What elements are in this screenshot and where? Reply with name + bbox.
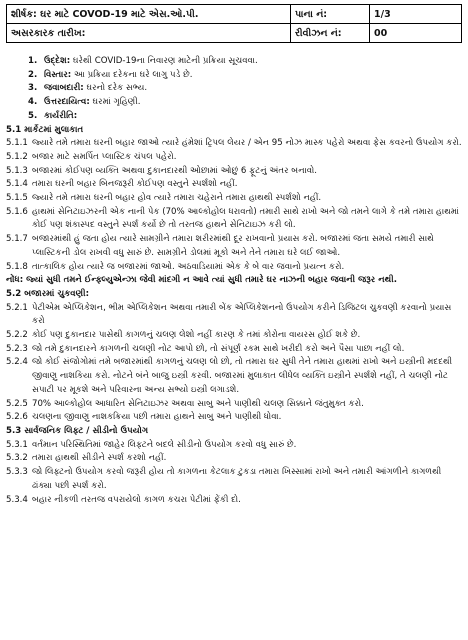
- item-text: ચલણના જીવાણુ નાશકક્રિયા પછી તમારા હાથને સાબુ અને પાણીથી ધોવા.: [32, 412, 282, 423]
- list-item: [6, 233, 462, 260]
- intro-text: ઘરનો દરેક સભ્ય.: [83, 83, 148, 94]
- item-text: જો કોઈ સંજોગોમાં તમે બજારમાંથી કાગળનું ચલણ લો છો, તો તમારા ઘર સુધી તેને તમારા હાથમાં રાખો અને ઇસ્ત્રીની મદદથી જીવાણુ નાશકિયા કરો. નોટને બંને બાજુ ઇસ્ત્રી કરવી. બજારમાં મુલાકાત લીધેલ વ્યક્તિ ઇસ્ત્રીને સ્પર્શશે નહીં, તે ચલણી નોટ સપાટી પર મૂકશે અને પરિવારના અન્ય સભ્યો ઇસ્ત્રી લગાડશે.: [32, 357, 453, 395]
- item-number: 5.2.6: [6, 412, 28, 423]
- section-heading: 5.3 સાર્વજનિક લિફ્ટ / સીડીનો ઉપયોગ: [6, 425, 149, 436]
- note: [6, 274, 462, 288]
- note-label: નોંધ:: [6, 275, 24, 286]
- item-number: 5.1.7: [6, 234, 28, 245]
- intro-num: 4.: [28, 97, 38, 108]
- item-number: 5.1.3: [6, 165, 28, 176]
- item-text: જ્યારે તમે તમારા ઘરની બહાર હોવ ત્યારે તમારા ચહેરાને તમારા હાથથી સ્પર્શશો નહીં.: [32, 193, 322, 204]
- intro-num: 1.: [28, 56, 38, 66]
- intro-num: 5.: [28, 110, 38, 121]
- revision-value: 00: [370, 24, 462, 43]
- list-item: [6, 494, 462, 508]
- item-text: બહાર નીકળી તરતજ વપરાયેલો કાગળ કચરા પેટીમાં ફેંકી દો.: [32, 494, 241, 505]
- title-cell: [7, 5, 291, 24]
- item-text: કોઈ પણ દુકાનદાર પાસેથી કાગળનું ચલણ લેશો નહીં કારણ કે તમાં કોરોના વાયરસ હોઈ શકે છે.: [32, 330, 361, 341]
- list-item: [6, 343, 462, 357]
- list-item: [6, 165, 462, 179]
- item-text: જો તમે દુકાનદારને કાગળની ચલણી નોટ આપો છો, તો સંપૂર્ણ રકમ સાથે ખરીદી કરો અને પૈસા પાછા નહીં લો.: [32, 343, 405, 354]
- list-item: [6, 329, 462, 343]
- intro-text: ઘરેથી COVID-19ના નિવારણ માટેની પ્રક્રિયા સૂચવવા.: [70, 56, 258, 66]
- intro-item: [6, 82, 462, 96]
- list-item: [6, 192, 462, 206]
- intro-label: ઉત્તરદાયિત્વ:: [44, 97, 90, 108]
- header-table: [6, 4, 462, 43]
- page-label: પાના નં:: [291, 5, 370, 24]
- item-text: પેટીએમ એપ્લિકેશન, ભીમ એપ્લિકેશન અથવા તમારી બેંક એપ્લિકેશનનો ઉપયોગ કરીને ડિજિટલ ચુકવણી કરવાનો પ્રયાસ કરો: [32, 302, 452, 327]
- intro-item: [6, 96, 462, 110]
- item-text: બજારમાંથી હું જતા હોય ત્યારે સામગ્રીને તમારા શરીરમાંથી દૂર રાખવાનો પ્રયાસ કરો. બજારમાં જતા સમયે તમારી સાથે પ્લાસ્ટિકની ડોલ રાખવી વધુ સારું છે. સામગ્રીને ડોલમાં મૂકો અને તેને તમારા ઘરે લઈ જાઓ.: [32, 234, 434, 258]
- item-number: 5.1.6: [6, 206, 28, 217]
- list-item: [6, 398, 462, 412]
- list-item: [6, 206, 462, 233]
- list-item: [6, 137, 462, 151]
- effective-label: અસરકારક તારીખ:: [11, 27, 86, 39]
- list-item: [6, 466, 462, 493]
- item-number: 5.1.4: [6, 179, 28, 190]
- item-text: 70% આલ્કોહોલ આધારિત સેનિટાઇઝર અથવા સાબુ અને પાણીથી ચલણ સિક્કાને જંતુમુક્ત કરો.: [32, 398, 364, 409]
- item-number: 5.1.2: [6, 151, 28, 162]
- effective-cell: [7, 24, 291, 43]
- intro-item: [6, 69, 462, 83]
- list-item: [6, 151, 462, 165]
- item-number: 5.2.2: [6, 330, 28, 341]
- item-text: જ્યારે તમે તમારા ઘરની બહાર જાઓ ત્યારે હંમેશાં ટ્રિપલ લેયર / એન 95 નોઝ માસ્ક પહેરો અથવા ફેસ કવરનો ઉપયોગ કરો.: [32, 138, 462, 149]
- item-number: 5.3.3: [6, 467, 28, 478]
- item-text: તાત્કાલિક હોય ત્યારે જ બજારમાં જાઓ. અઠવાડિયામાં એક કે બે વાર જવાનો પ્રયત્ન કરો.: [32, 261, 345, 272]
- item-number: 5.3.1: [6, 439, 28, 450]
- item-number: 5.3.2: [6, 453, 28, 464]
- title-value: ઘર માટે COVOD-19 માટે એસ.ઓ.પી.: [40, 8, 199, 20]
- list-item: [6, 439, 462, 453]
- item-text: વર્તમાન પરિસ્થિતિમાં જાહેર લિફ્ટને બદલે સીડીનો ઉપયોગ કરવો વધુ સારું છે.: [32, 439, 297, 450]
- item-number: 5.2.3: [6, 343, 28, 354]
- list-item: [6, 452, 462, 466]
- intro-item: [6, 110, 462, 124]
- item-text: બજારમાં કોઈપણ વ્યક્તિ અથવા દુકાનદારથી ઓછામાં ઓછું 6 ફૂટનું અંતર બનાવો.: [32, 165, 317, 176]
- intro-num: 3.: [28, 83, 38, 94]
- item-text: હાથમાં સેનિટાઇઝરની એક નાની પેક (70% આલ્કોહોલ ધરાવતો) તમારી સાથે રાખો અને જો તમને લાગે કે તમે તમારા હાથમાં કોઈ પણ શંકાસ્પદ વસ્તુને સ્પર્શ કર્યો છે તો તરતજ હાથને સેનિટાઇઝ કરી લો.: [32, 206, 460, 231]
- item-text: તમારા હાથથી સીડીને સ્પર્શ કરશો નહીં.: [32, 453, 167, 464]
- intro-label: જવાબદારી:: [44, 83, 84, 94]
- item-number: 5.1.5: [6, 193, 28, 204]
- item-number: 5.1.8: [6, 261, 28, 272]
- section-heading: 5.2 બજારમાં ચુકવણી:: [6, 288, 90, 299]
- note-text: જ્યાં સુધી તમને ઈન્ફ્લ્યુએન્ઝા જેવી માંદગી ન આવે ત્યાં સુધી તમારે ઘર નાઝની બહાર જવાની જરૂર નથી.: [23, 275, 397, 286]
- list-item: [6, 261, 462, 275]
- list-item: [6, 411, 462, 425]
- item-text: બજાર માટે સમર્પિત પ્લાસ્ટિક ચંપલ પહેરો.: [32, 151, 177, 162]
- title-label: શીર્ષક:: [11, 8, 37, 20]
- intro-label: કાર્યરીતિ:: [44, 110, 78, 121]
- list-item: [6, 356, 462, 397]
- item-text: જો લિફ્ટનો ઉપયોગ કરવો જરૂરી હોય તો કાગળના કેટલાક ટુકડા તમારા ખિસ્સામાં રાખો અને તમારી આંગળીને કાગળથી ઢાંક્યા પછી સ્પર્શ કરો.: [32, 467, 442, 491]
- intro-label: ઉદ્દેશ:: [44, 56, 71, 66]
- intro-text: ઘરમાં ગૃહિણી.: [89, 97, 141, 108]
- item-number: 5.2.4: [6, 357, 28, 368]
- intro-label: વિસ્તાર:: [44, 69, 72, 80]
- section-heading: 5.1 માર્કેટમાં મુલાકાત: [6, 124, 84, 135]
- document-body: [6, 55, 462, 507]
- revision-label: રીવીઝન નં:: [291, 24, 370, 43]
- page-value: 1/3: [370, 5, 462, 24]
- intro-num: 2.: [28, 69, 38, 80]
- list-item: [6, 302, 462, 329]
- item-number: 5.1.1: [6, 138, 28, 149]
- list-item: [6, 178, 462, 192]
- item-number: 5.3.4: [6, 494, 28, 505]
- item-number: 5.2.5: [6, 398, 28, 409]
- item-number: 5.2.1: [6, 302, 28, 313]
- intro-item: [6, 55, 462, 69]
- intro-text: આ પ્રક્રિયા દરેકના ઘરે લાગુ પડે છે.: [71, 69, 193, 80]
- item-text: તમારા ઘરની બહાર બિનજરૂરી કોઈપણ વસ્તુને સ્પર્શશો નહીં.: [32, 179, 238, 190]
